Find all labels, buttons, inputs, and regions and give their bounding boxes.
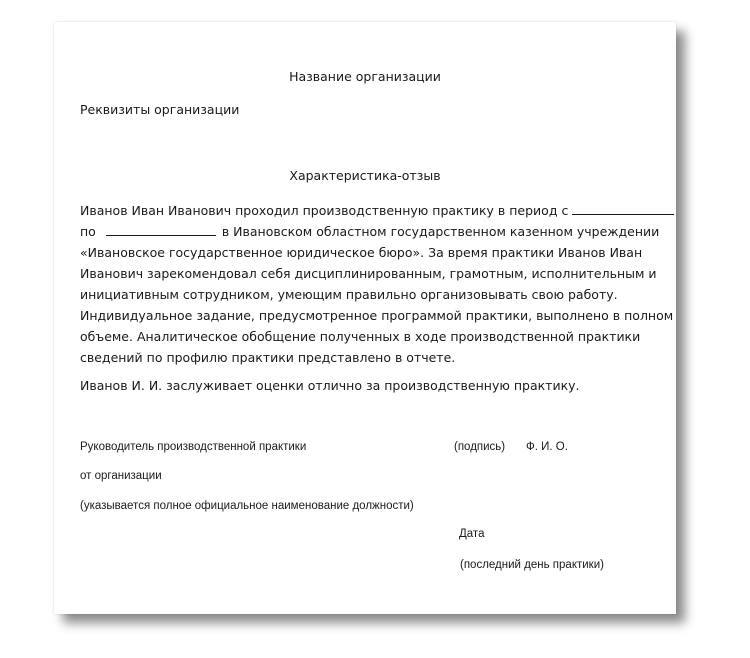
organization-name: Название организации — [289, 69, 441, 84]
body-line: инициативным сотрудником, умеющим правильно организовывать свою работу. — [80, 287, 618, 302]
body-line — [80, 200, 655, 221]
period-start-blank — [572, 202, 674, 215]
supervisor-label: Руководитель производственной практики — [80, 441, 307, 453]
signature-label: (подпись) — [454, 441, 506, 453]
body-line-text: в Ивановском областном государственном казенном учреждении — [221, 224, 660, 239]
body-paragraph — [80, 200, 674, 368]
body-line: Индивидуальное задание, предусмотренное программой практики, выполнено в полном — [80, 308, 674, 323]
body-line — [80, 221, 660, 242]
fio-label: Ф. И. О. — [526, 441, 568, 453]
document-title: Характеристика-отзыв — [289, 168, 441, 183]
position-note: (указывается полное официальное наименование должности) — [80, 500, 414, 512]
period-end-blank — [106, 223, 216, 236]
date-label: Дата — [459, 528, 485, 540]
from-organization-label: от организации — [80, 470, 162, 482]
document-page — [54, 22, 676, 614]
body-line: Иванович зарекомендовал себя дисциплинированным, грамотным, исполнительным и — [80, 266, 657, 281]
body-line: «Ивановское государственное юридическое бюро». За время практики Иванов Иван — [80, 245, 643, 260]
last-day-note: (последний день практики) — [460, 559, 604, 571]
body-line: объеме. Аналитическое обобщение полученных в ходе производственной практики — [80, 329, 641, 344]
body-line-text: Иванов Иван Иванович проходил производственную практику в период с — [80, 203, 569, 218]
body-line-text: по — [80, 224, 96, 239]
body-line: сведений по профилю практики представлено в отчете. — [80, 350, 456, 365]
verdict-text: Иванов И. И. заслуживает оценки отлично за производственную практику. — [80, 378, 580, 393]
organization-requisites: Реквизиты организации — [80, 102, 240, 117]
